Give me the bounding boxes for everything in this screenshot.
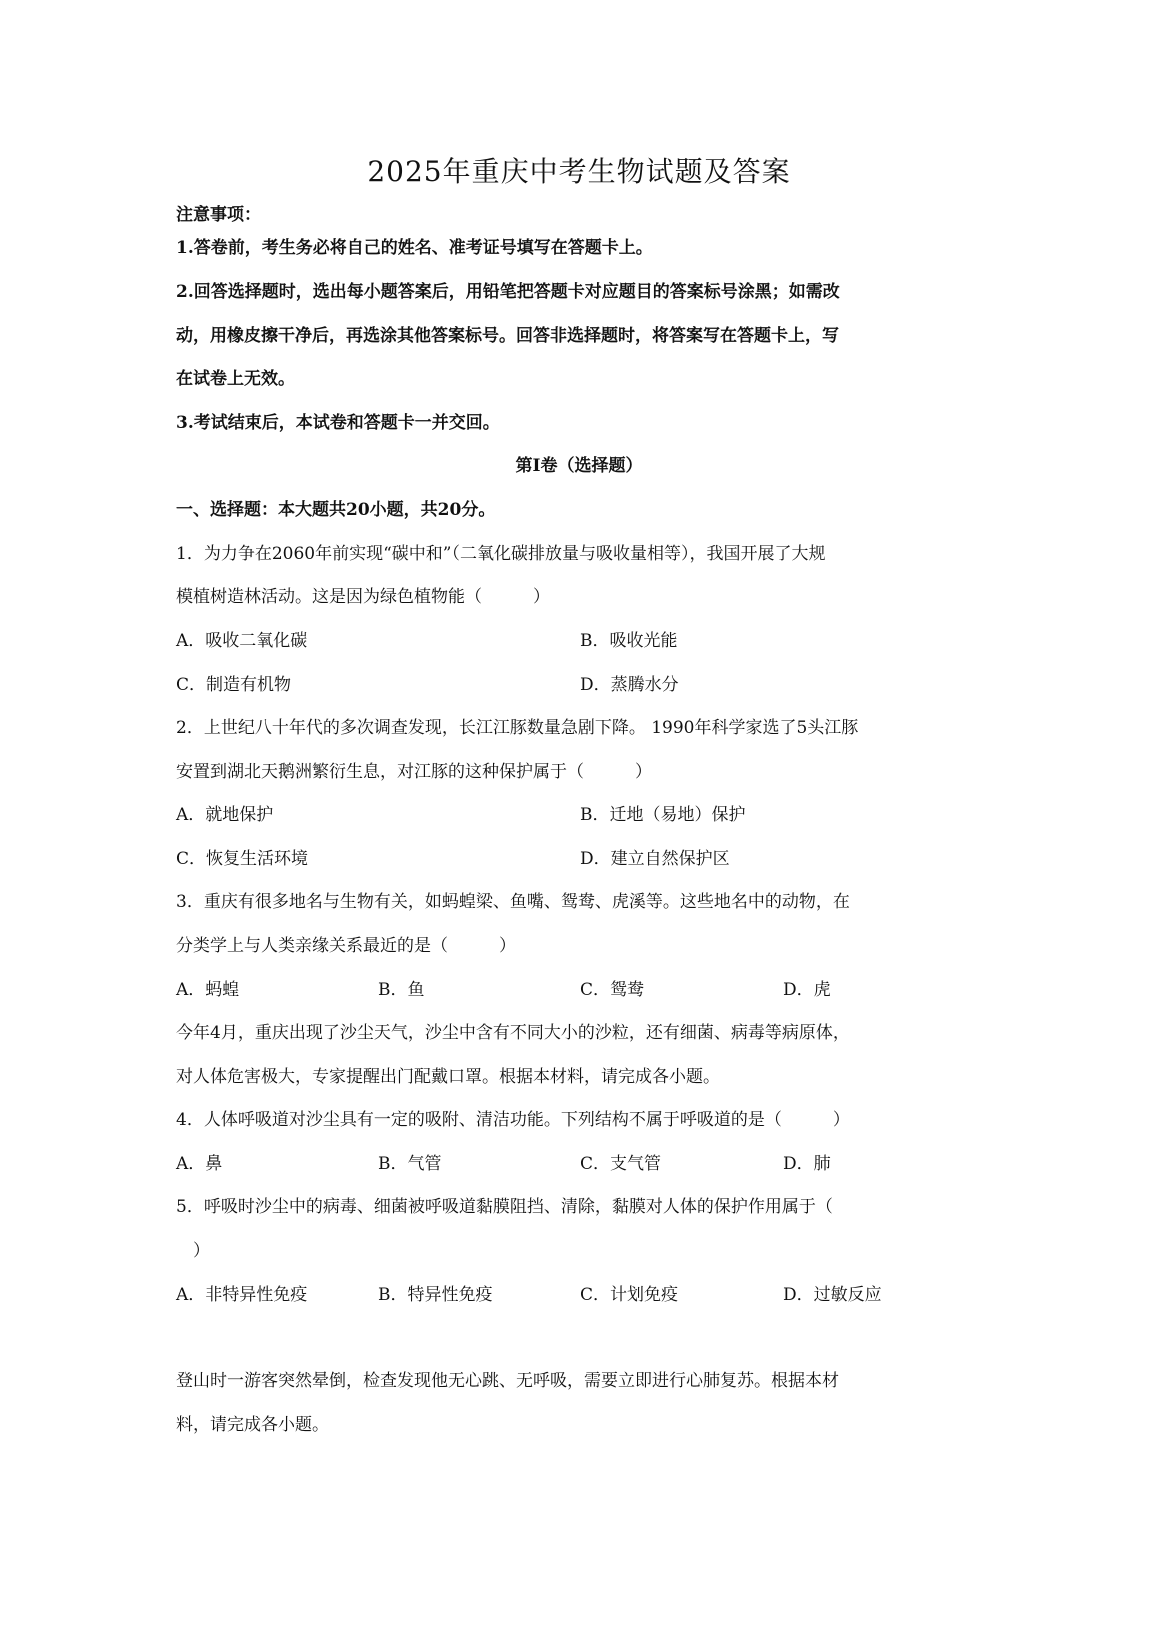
question-3-option-a: A．蚂蝗 xyxy=(176,980,240,1000)
question-5-option-d: D．过敏反应 xyxy=(783,1285,882,1305)
question-2-stem: 2．上世纪八十年代的多次调查发现，长江江豚数量急剧下降。 1990年科学家选了5头江豚 xyxy=(176,718,859,738)
section-title: 第Ⅰ卷（选择题） xyxy=(515,456,643,476)
question-3-option-c: C．鸳鸯 xyxy=(580,980,645,1000)
question-4-option-d: D．肺 xyxy=(783,1154,831,1174)
part-title: 一、选择题：本大题共20小题，共20分。 xyxy=(176,500,496,520)
notice-item: 2.回答选择题时，选出每小题答案后，用铅笔把答题卡对应题目的答案标号涂黑；如需改 xyxy=(176,282,840,302)
question-1-option-a: A．吸收二氧化碳 xyxy=(176,631,308,651)
question-5-option-b: B．特异性免疫 xyxy=(378,1285,493,1305)
notice-heading: 注意事项： xyxy=(176,205,261,225)
material-text: 料，请完成各小题。 xyxy=(176,1415,329,1435)
question-3-option-b: B．鱼 xyxy=(378,980,425,1000)
question-1-option-b: B．吸收光能 xyxy=(580,631,678,651)
question-5-stem: 5．呼吸时沙尘中的病毒、细菌被呼吸道黏膜阻挡、清除，黏膜对人体的保护作用属于（ xyxy=(176,1197,833,1217)
page-title: 2025年重庆中考生物试题及答案 xyxy=(367,155,791,188)
question-2-option-c: C．恢复生活环境 xyxy=(176,849,309,869)
question-1-option-c: C．制造有机物 xyxy=(176,675,292,695)
question-4-option-b: B．气管 xyxy=(378,1154,442,1174)
notice-item: 动，用橡皮擦干净后，再选涂其他答案标号。回答非选择题时，将答案写在答题卡上，写 xyxy=(176,326,839,346)
question-2-stem: 安置到湖北天鹅洲繁衍生息，对江豚的这种保护属于（ ） xyxy=(176,762,652,782)
question-5-option-a: A．非特异性免疫 xyxy=(176,1285,308,1305)
notice-item: 1.答卷前，考生务必将自己的姓名、准考证号填写在答题卡上。 xyxy=(176,238,653,258)
question-5-stem: ） xyxy=(176,1241,210,1261)
question-5-option-c: C．计划免疫 xyxy=(580,1285,679,1305)
question-4-option-c: C．支气管 xyxy=(580,1154,662,1174)
question-3-stem: 3．重庆有很多地名与生物有关，如蚂蝗梁、鱼嘴、鸳鸯、虎溪等。这些地名中的动物，在 xyxy=(176,892,850,912)
question-1-stem: 模植树造林活动。这是因为绿色植物能（ ） xyxy=(176,587,550,607)
material-text: 今年4月，重庆出现了沙尘天气，沙尘中含有不同大小的沙粒，还有细菌、病毒等病原体， xyxy=(176,1023,850,1043)
question-3-stem: 分类学上与人类亲缘关系最近的是（ ） xyxy=(176,936,516,956)
question-4-option-a: A．鼻 xyxy=(176,1154,223,1174)
question-4-stem: 4．人体呼吸道对沙尘具有一定的吸附、清洁功能。下列结构不属于呼吸道的是（ ） xyxy=(176,1110,850,1130)
question-2-option-b: B．迁地（易地）保护 xyxy=(580,805,746,825)
material-text: 对人体危害极大，专家提醒出门配戴口罩。根据本材料，请完成各小题。 xyxy=(176,1067,720,1087)
question-1-stem: 1．为力争在2060年前实现“碳中和”（二氧化碳排放量与吸收量相等），我国开展了大规 xyxy=(176,544,826,564)
question-3-option-d: D．虎 xyxy=(783,980,831,1000)
question-2-option-a: A．就地保护 xyxy=(176,805,274,825)
question-1-option-d: D．蒸腾水分 xyxy=(580,675,679,695)
question-2-option-d: D．建立自然保护区 xyxy=(580,849,730,869)
notice-item: 在试卷上无效。 xyxy=(176,369,295,389)
material-text: 登山时一游客突然晕倒，检查发现他无心跳、无呼吸，需要立即进行心肺复苏。根据本材 xyxy=(176,1371,839,1391)
notice-item: 3.考试结束后，本试卷和答题卡一并交回。 xyxy=(176,413,500,433)
